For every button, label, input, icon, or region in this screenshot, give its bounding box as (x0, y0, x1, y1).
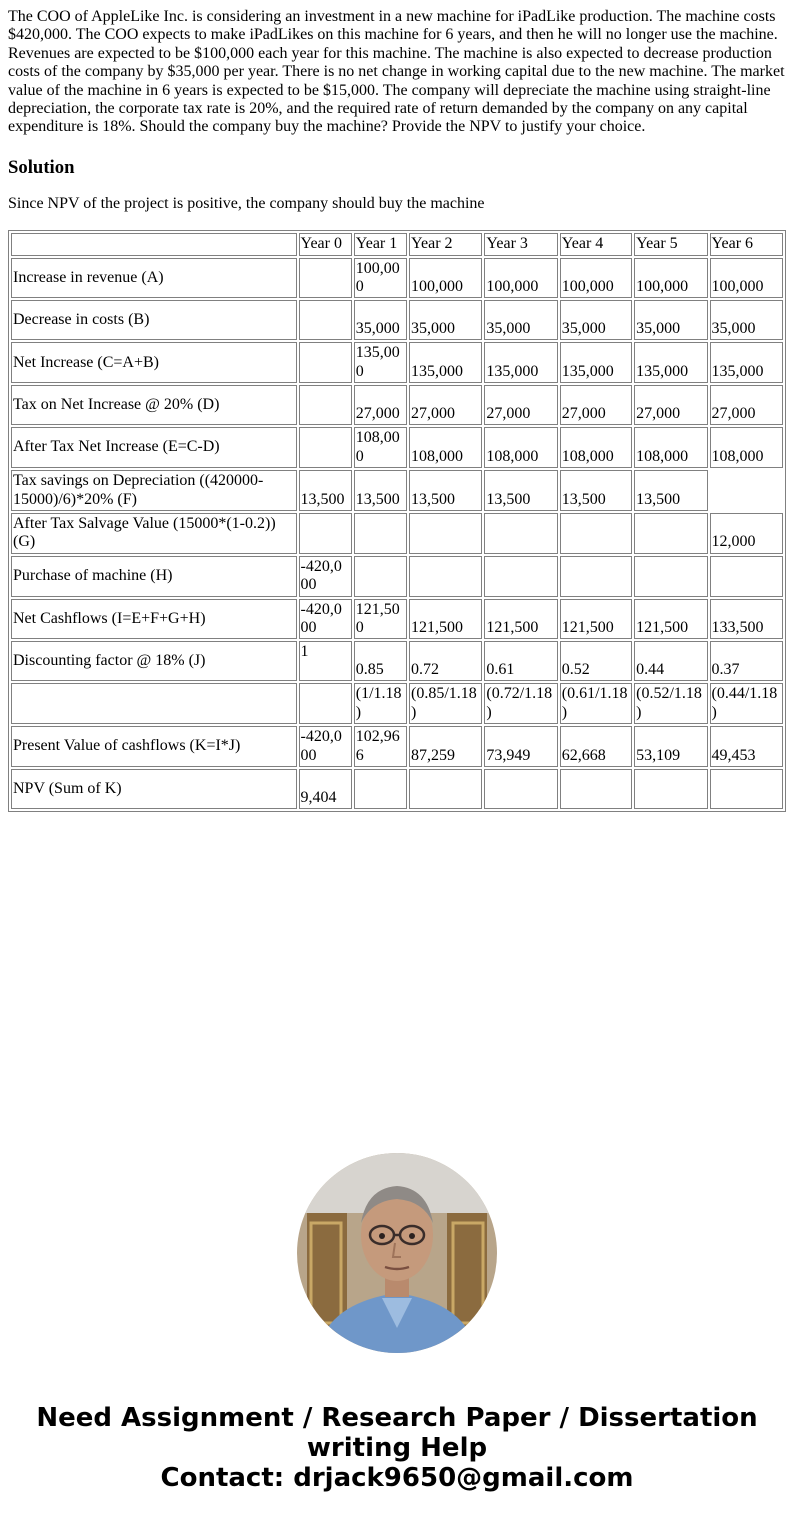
table-header-cell: Year 5 (634, 233, 707, 255)
row-label: Purchase of machine (H) (11, 556, 297, 597)
table-cell: 13,500 (484, 470, 557, 511)
table-header-cell: Year 1 (354, 233, 407, 255)
row-label: Increase in revenue (A) (11, 258, 297, 299)
table-cell (409, 513, 482, 554)
table-cell: 9,404 (299, 769, 352, 809)
table-cell (299, 342, 352, 383)
table-cell (560, 769, 632, 809)
table-cell: 35,000 (710, 300, 783, 340)
npv-table (8, 230, 786, 812)
table-header-row (11, 233, 783, 255)
table-cell: 108,000 (484, 427, 557, 468)
table-header-cell: Year 2 (409, 233, 482, 255)
table-header-cell: Year 6 (710, 233, 783, 255)
table-cell (560, 513, 632, 554)
table-cell: 121,500 (560, 599, 632, 640)
row-label: After Tax Salvage Value (15000*(1-0.2))(G) (11, 513, 297, 554)
table-cell (299, 683, 352, 724)
table-cell: 100,000 (409, 258, 482, 299)
table-cell: 135,000 (634, 342, 707, 383)
solution-heading: Solution (8, 156, 75, 178)
table-cell: (0.61/1.18) (560, 683, 632, 724)
table-row (11, 427, 783, 468)
table-cell: 100,000 (634, 258, 707, 299)
table-cell: 135,000 (484, 342, 557, 383)
table-cell: 135,000 (409, 342, 482, 383)
table-cell (484, 556, 557, 597)
table-cell (354, 769, 407, 809)
table-cell: 12,000 (710, 513, 783, 554)
table-cell: 108,000 (710, 427, 783, 468)
table-cell: 102,966 (354, 726, 407, 767)
table-cell: (0.72/1.18) (484, 683, 557, 724)
table-cell (484, 513, 557, 554)
table-row (11, 342, 783, 383)
table-cell: 135,000 (710, 342, 783, 383)
table-row (11, 470, 783, 511)
table-row (11, 683, 783, 724)
table-cell: 27,000 (409, 385, 482, 425)
table-cell: (0.85/1.18) (409, 683, 482, 724)
answer-text: Since NPV of the project is positive, the company should buy the machine (8, 194, 485, 212)
table-cell: 62,668 (560, 726, 632, 767)
table-header-blank (11, 233, 297, 255)
table-cell: 13,500 (560, 470, 632, 511)
table-cell: 1 (299, 641, 352, 681)
table-cell: 100,000 (354, 258, 407, 299)
table-cell: 35,000 (409, 300, 482, 340)
table-cell (299, 258, 352, 299)
table-cell: 35,000 (354, 300, 407, 340)
table-cell (299, 513, 352, 554)
table-cell: 108,000 (560, 427, 632, 468)
table-cell: 121,500 (634, 599, 707, 640)
row-label: Net Cashflows (I=E+F+G+H) (11, 599, 297, 640)
table-header-cell: Year 4 (560, 233, 632, 255)
table-cell (634, 556, 707, 597)
author-avatar (297, 1153, 497, 1353)
table-row (11, 769, 783, 809)
row-label: Tax on Net Increase @ 20% (D) (11, 385, 297, 425)
table-header-cell: Year 3 (484, 233, 557, 255)
row-label: NPV (Sum of K) (11, 769, 297, 809)
table-cell: 49,453 (710, 726, 783, 767)
table-cell: 27,000 (354, 385, 407, 425)
table-cell (409, 769, 482, 809)
author-photo (297, 1153, 497, 1353)
table-row (11, 641, 783, 681)
table-cell: 100,000 (560, 258, 632, 299)
table-cell: -420,000 (299, 556, 352, 597)
table-cell (484, 769, 557, 809)
table-cell: 35,000 (560, 300, 632, 340)
table-row (11, 556, 783, 597)
table-cell: 0.37 (710, 641, 783, 681)
table-cell: 87,259 (409, 726, 482, 767)
table-row (11, 385, 783, 425)
table-row (11, 513, 783, 554)
table-cell: 35,000 (484, 300, 557, 340)
table-cell: 27,000 (560, 385, 632, 425)
question-text: The COO of AppleLike Inc. is considering an investment in a new machine for iPadLike production. The machine costs $420,000. The COO expects to make iPadLikes on this machine for 6 years, and then he will no longer use the machine. Revenues are expected to be $100,000 each year for this machine. The machine is also expected to decrease production costs of the company by $35,000 per year. There is no net change in working capital due to the new machine. The market value of the machine in 6 years is expected to be $15,000. The company will depreciate the machine using straight-line depreciation, the corporate tax rate is 20%, and the required rate of return demanded by the company on any capital expenditure is 18%. Should the company buy the machine? Provide the NPV to justify your choice. (8, 8, 785, 136)
table-cell (299, 300, 352, 340)
table-cell: 35,000 (634, 300, 707, 340)
row-label (11, 683, 297, 724)
table-cell (354, 513, 407, 554)
table-cell: 108,000 (354, 427, 407, 468)
table-cell (560, 556, 632, 597)
table-cell: -420,000 (299, 726, 352, 767)
table-cell (409, 556, 482, 597)
row-label: Net Increase (C=A+B) (11, 342, 297, 383)
table-cell: 121,500 (354, 599, 407, 640)
table-cell (710, 769, 783, 809)
table-cell: 13,500 (409, 470, 482, 511)
table-row (11, 599, 783, 640)
table-cell: (0.44/1.18) (710, 683, 783, 724)
row-label: Discounting factor @ 18% (J) (11, 641, 297, 681)
table-cell: 135,000 (354, 342, 407, 383)
table-cell: 27,000 (484, 385, 557, 425)
footer-help-text: Need Assignment / Research Paper / Dissertation writing Help (36, 1403, 758, 1463)
table-header-cell: Year 0 (299, 233, 352, 255)
table-cell: 108,000 (634, 427, 707, 468)
footer-contact-text: Contact: drjack9650@gmail.com (160, 1463, 634, 1493)
document-content (8, 8, 786, 812)
table-cell: 100,000 (484, 258, 557, 299)
table-cell: 13,500 (354, 470, 407, 511)
table-cell: (0.52/1.18) (634, 683, 707, 724)
table-cell (710, 470, 783, 511)
table-cell (634, 513, 707, 554)
table-cell (634, 769, 707, 809)
table-cell: 0.72 (409, 641, 482, 681)
table-cell: 108,000 (409, 427, 482, 468)
table-cell: 133,500 (710, 599, 783, 640)
table-cell (299, 427, 352, 468)
table-cell: (1/1.18) (354, 683, 407, 724)
table-cell: 13,500 (299, 470, 352, 511)
row-label: Present Value of cashflows (K=I*J) (11, 726, 297, 767)
table-cell: -420,000 (299, 599, 352, 640)
table-cell: 53,109 (634, 726, 707, 767)
table-cell: 27,000 (634, 385, 707, 425)
table-cell: 135,000 (560, 342, 632, 383)
table-cell: 0.44 (634, 641, 707, 681)
table-cell: 100,000 (710, 258, 783, 299)
row-label: Tax savings on Depreciation ((420000-15000)/6)*20% (F) (11, 470, 297, 511)
table-cell (299, 385, 352, 425)
row-label: After Tax Net Increase (E=C-D) (11, 427, 297, 468)
table-cell: 73,949 (484, 726, 557, 767)
table-cell: 0.85 (354, 641, 407, 681)
table-cell: 13,500 (634, 470, 707, 511)
footer-banner (0, 1403, 794, 1493)
table-cell: 0.61 (484, 641, 557, 681)
table-row (11, 726, 783, 767)
table-row (11, 300, 783, 340)
table-cell: 0.52 (560, 641, 632, 681)
table-cell: 121,500 (409, 599, 482, 640)
table-cell: 27,000 (710, 385, 783, 425)
row-label: Decrease in costs (B) (11, 300, 297, 340)
table-cell (354, 556, 407, 597)
table-cell (710, 556, 783, 597)
table-row (11, 258, 783, 299)
table-cell: 121,500 (484, 599, 557, 640)
